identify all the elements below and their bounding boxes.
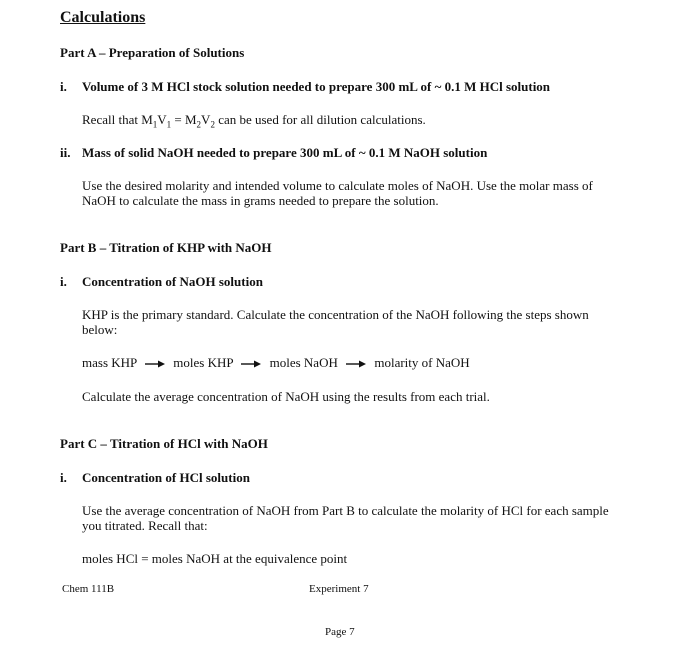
- part-c-i-title: Concentration of HCl solution: [82, 470, 250, 485]
- part-a-ii-number: ii.: [60, 145, 71, 160]
- dilution-recall-text: Recall that $M_1V_1 = M_2V_2$ can be used for all dilution calculations.: [82, 112, 426, 130]
- part-c-i-body: Use the average concentration of NaOH from Part B to calculate the molarity of HCl for each sample you titrated. Recall that:: [82, 503, 609, 533]
- part-a-i-number: i.: [60, 79, 67, 94]
- equivalence-equation: moles HCl = moles NaOH at the equivalence point: [82, 551, 348, 566]
- part-b-i-title: Concentration of NaOH solution: [82, 274, 263, 289]
- footer-experiment: Experiment 7: [309, 583, 369, 595]
- right-arrow-icon: [240, 359, 262, 369]
- right-arrow-icon: [144, 359, 166, 369]
- footer-course: Chem 111B: [62, 583, 115, 595]
- part-b-heading: Part B – Titration of KHP with NaOH: [60, 240, 272, 255]
- part-b-i-number: i.: [60, 274, 67, 289]
- part-b-i-body: KHP is the primary standard. Calculate the concentration of the NaOH following the steps shown below:: [82, 307, 589, 337]
- flow-step-moles-naoh: moles NaOH: [269, 355, 338, 370]
- part-a-heading: Part A – Preparation of Solutions: [60, 45, 245, 60]
- part-c-heading: Part C – Titration of HCl with NaOH: [60, 436, 268, 451]
- flow-step-moles-khp: moles KHP: [173, 355, 234, 370]
- part-a-ii-title: Mass of solid NaOH needed to prepare 300 mL of ~ 0.1 M NaOH solution: [82, 145, 488, 160]
- flow-step-molarity-naoh: molarity of NaOH: [374, 355, 470, 370]
- page-number: Page 7: [325, 626, 355, 638]
- part-c-i-number: i.: [60, 470, 67, 485]
- part-a-i-title: Volume of 3 M HCl stock solution needed to prepare 300 mL of ~ 0.1 M HCl solution: [82, 79, 551, 94]
- part-b-average-instruction: Calculate the average concentration of NaOH using the results from each trial.: [82, 389, 490, 404]
- right-arrow-icon: [345, 359, 367, 369]
- flow-step-mass-khp: mass KHP: [82, 355, 137, 370]
- page-title: Calculations: [60, 9, 146, 26]
- calculation-flow: [82, 355, 470, 370]
- part-a-ii-body: Use the desired molarity and intended volume to calculate moles of NaOH. Use the molar mass of NaOH to calculate the mass in grams needed to prepare the solution.: [82, 178, 593, 208]
